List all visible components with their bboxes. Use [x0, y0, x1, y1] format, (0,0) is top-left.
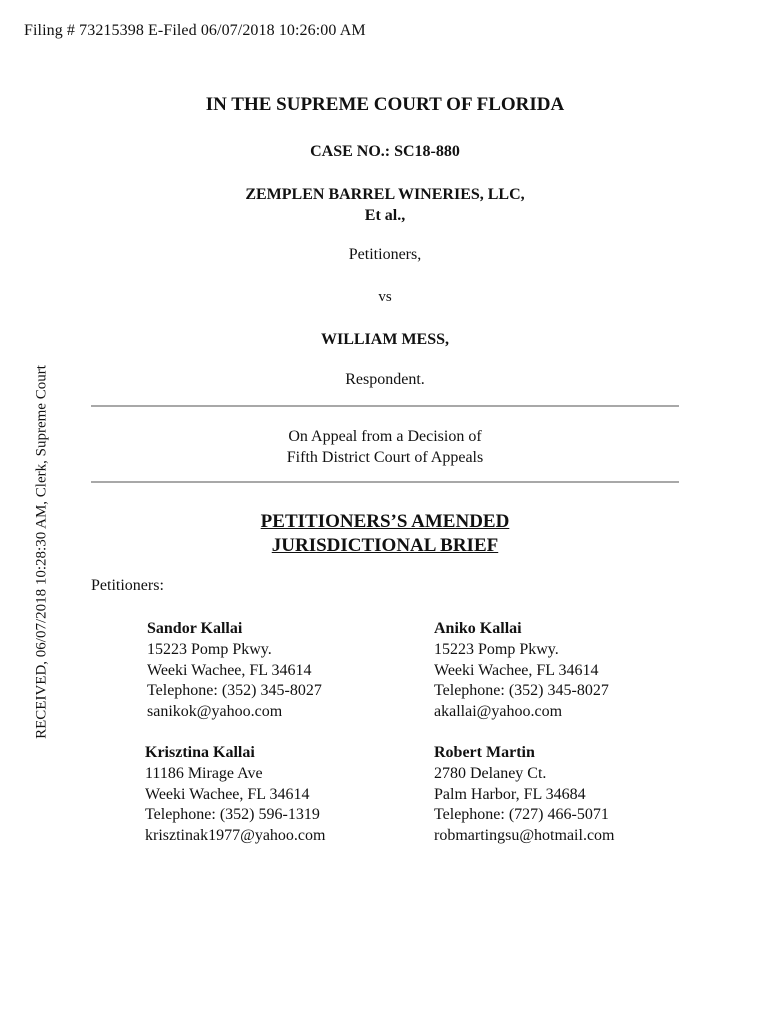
petitioners-label: Petitioners:	[91, 577, 164, 594]
contact-email: akallai@yahoo.com	[434, 703, 563, 721]
contact-block	[434, 619, 609, 723]
respondent-role: Respondent.	[345, 371, 425, 388]
appeal-line-2: Fifth District Court of Appeals	[286, 449, 484, 466]
contact-email: robmartingsu@hotmail.com	[434, 827, 615, 845]
contact-block	[145, 743, 325, 847]
contact-street: 11186 Mirage Ave	[145, 764, 263, 782]
contact-name: Krisztina Kallai	[145, 744, 255, 761]
petitioner-party	[0, 184, 770, 226]
contact-email: sanikok@yahoo.com	[147, 703, 283, 721]
divider-top	[91, 405, 679, 407]
contact-city: Weeki Wachee, FL 34614	[434, 661, 599, 679]
petitioner-role: Petitioners,	[348, 246, 422, 263]
appeal-statement	[0, 426, 770, 468]
contact-phone: Telephone: (352) 345-8027	[434, 682, 609, 700]
filing-header: Filing # 73215398 E-Filed 06/07/2018 10:26:00 AM	[24, 22, 366, 39]
appeal-line-1: On Appeal from a Decision of	[288, 428, 482, 445]
contact-name: Robert Martin	[434, 744, 535, 761]
contact-phone: Telephone: (727) 466-5071	[434, 806, 609, 824]
contact-street: 15223 Pomp Pkwy.	[434, 640, 559, 658]
contact-block	[434, 743, 614, 847]
versus-text: vs	[378, 289, 392, 305]
contact-street: 15223 Pomp Pkwy.	[147, 640, 272, 658]
divider-bottom	[91, 481, 679, 483]
petitioner-name: ZEMPLEN BARREL WINERIES, LLC,	[245, 186, 525, 203]
case-number: CASE NO.: SC18-880	[310, 143, 460, 160]
contact-street: 2780 Delaney Ct.	[434, 764, 547, 782]
petitioner-et-al: Et al.,	[364, 207, 406, 224]
contact-email: krisztinak1977@yahoo.com	[145, 827, 326, 845]
contact-city: Weeki Wachee, FL 34614	[147, 661, 312, 679]
contact-phone: Telephone: (352) 596-1319	[145, 806, 320, 824]
brief-title-line-1: PETITIONERS’S AMENDED	[260, 511, 510, 532]
contact-phone: Telephone: (352) 345-8027	[147, 682, 322, 700]
contact-name: Sandor Kallai	[147, 620, 243, 637]
respondent-name: WILLIAM MESS,	[320, 331, 450, 348]
brief-title-line-2: JURISDICTIONAL BRIEF	[271, 535, 499, 556]
court-title: IN THE SUPREME COURT OF FLORIDA	[205, 94, 565, 115]
contact-name: Aniko Kallai	[434, 620, 522, 637]
contact-city: Palm Harbor, FL 34684	[434, 785, 586, 803]
brief-title	[0, 510, 770, 558]
contact-block	[147, 619, 322, 723]
received-stamp: RECEIVED, 06/07/2018 10:28:30 AM, Clerk, Supreme Court	[33, 365, 50, 739]
contact-city: Weeki Wachee, FL 34614	[145, 785, 310, 803]
